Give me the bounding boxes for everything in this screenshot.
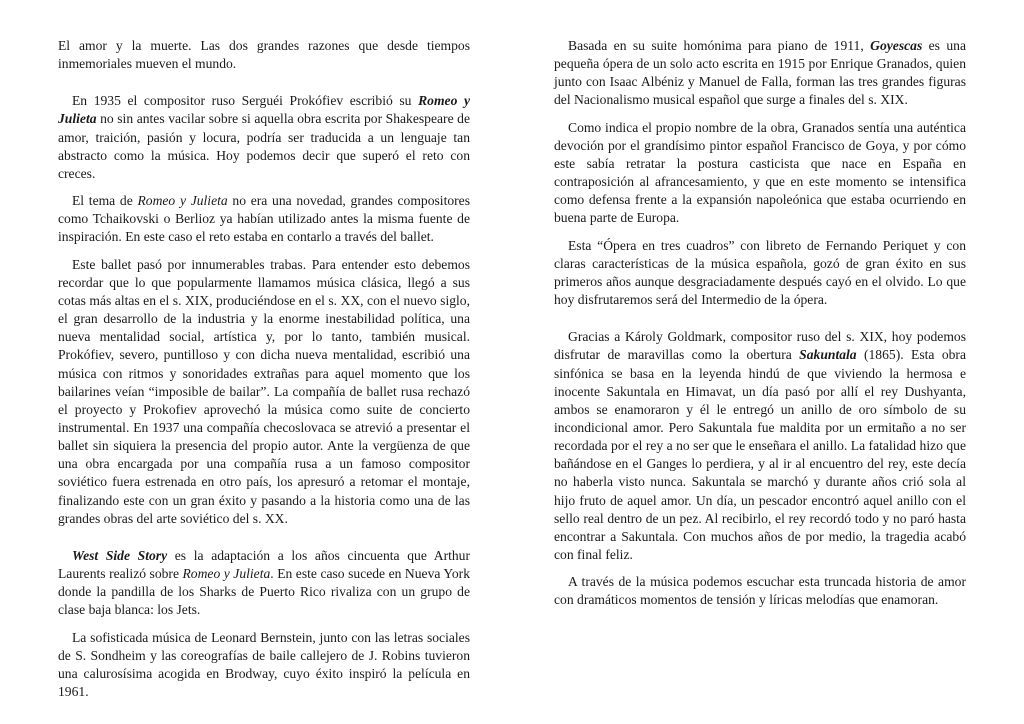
goya-text: Como indica el propio nombre de la obra, Granados sentía una auténtica devoción por el grandísimo pintor español Francisco de Goya, y por cómo este sabía retratar la postura casticista que nace en España en contraposición al afrancesamiento, y que en este momento se intensifica como defensa frente a la expansión napoleónica que estaba ocurriendo en buena parte de Europa. xyxy=(554,119,966,226)
ballet-paragraph xyxy=(58,256,470,528)
sakuntala-title: Sakuntala xyxy=(799,347,857,363)
goyescas-text-c: es una pequeña ópera de un solo acto escrita en 1915 por Enrique Granados, quien junto con Isaac Albéniz y Manuel de Falla, forman las tres grandes figuras del Nacionalismo musical español que surge a finales del s. XIX. xyxy=(554,38,966,108)
opera-paragraph xyxy=(554,237,966,310)
bernstein-text: La sofisticada música de Leonard Bernstein, junto con las letras sociales de S. Sondheim y las coreografías de baile callejero de J. Robins tuvieron una calurosísima acogida en Brodway, cuyo éxito inspiró la película en 1961. xyxy=(58,629,470,699)
sakuntala-text-c: (1865). Esta obra sinfónica se basa en la leyenda hindú de que viviendo la hermosa e inocente Sakuntala en Himavat, un día pasó por allí el rey Dushyanta, ambos se enamoraron y él le entregó un anillo de oro símbolo de su incondicional amor. Pero Sakuntala fue maldita por un ermitaño a no ser recordada por el rey a no ser que le enseñara el anillo. La fatalidad hizo que bañándose en el Ganges lo perdiera, y al ir al encuentro del rey, este decía no haberla visto nunca. Sakuntala se marchó y durante años crió sola al hijo fruto de aquel amor. Un día, un pescador encontró aquel anillo con el sello real dentro de un pez. Al recibirlo, el rey recordó todo y no paró hasta encontrar a Sakuntala. Con muchos años de por medio, la tragedia acabó con final feliz. xyxy=(554,347,966,563)
tema-text-c: no era una novedad, grandes compositores como Tchaikovski o Berlioz ya habían utilizado antes la misma fuente de inspiración. En este caso el reto estaba en contarlo a través del ballet. xyxy=(58,193,470,245)
closing-paragraph xyxy=(554,573,966,609)
west-side-paragraph xyxy=(58,547,470,620)
west-side-text-b: es la adaptación a los años cincuenta que Arthur Laurents realizó sobre xyxy=(58,547,470,582)
goyescas-text-a: Basada en su suite homónima para piano de 1911, xyxy=(568,38,871,53)
intro-text: El amor y la muerte. Las dos grandes razones que desde tiempos inmemoriales mueven el mundo. xyxy=(58,38,470,72)
closing-text: A través de la música podemos escuchar esta truncada historia de amor con dramáticos momentos de tensión y líricas melodías que enamoran. xyxy=(554,574,966,608)
tema-paragraph xyxy=(58,192,470,246)
west-side-story-title: West Side Story xyxy=(72,547,168,563)
romeo-julieta-title: Romeo y Julieta xyxy=(58,93,470,127)
goyescas-paragraph xyxy=(554,37,966,110)
opera-text: Esta “Ópera en tres cuadros” con libreto de Fernando Periquet y con claras características de la música española, gozó de gran éxito en sus primeros años aunque desgraciadamente después cayó en el olvido. Lo que hoy disfrutaremos será del Intermedio de la ópera. xyxy=(554,237,966,308)
ballet-text: Este ballet pasó por innumerables trabas. Para entender esto debemos recordar que lo que popularmente llamamos música clásica, llegó a sus cotas más altas en el s. XIX, produciéndose en el s. XX, con el nuevo siglo, el gran desarrollo de la industria y la enorme inestabilidad política, una nueva mentalidad social, artística y, por lo tanto, también musical. Prokófiev, severo, puntilloso y con dicha nueva mentalidad, escribió una música con ritmos y sonoridades extrañas para aquel momento que los bailarines veían “imposible de bailar”. La compañía de ballet rusa rechazó el proyecto y Prokofiev aprovechó la música como suite de concierto instrumental. En 1937 una compañía checoslovaca se atrevió a presentar el ballet sin siquiera la presencia del propio autor. Ante la vergüenza de que una obra encargada por una compañía rusa a un famoso compositor soviético fuera estrenada en otro país, los apresuró a retomar el montaje, finalizando este con un gran éxito y pasando a la historia como una de las grandes obras del arte soviético del s. XX. xyxy=(58,256,470,526)
goyescas-title: Goyescas xyxy=(870,38,923,53)
romeo-julieta-italic: Romeo y Julieta xyxy=(137,193,228,209)
romeo-julieta-italic-2: Romeo y Julieta xyxy=(182,566,271,582)
tema-text-a: El tema de xyxy=(72,193,138,209)
sakuntala-text-a: Gracias a Károly Goldmark, compositor ruso del s. XIX, hoy podemos disfrutar de maravillas como la obertura xyxy=(554,329,966,363)
intro-paragraph xyxy=(58,37,470,73)
west-side-text-d: . En este caso sucede en Nueva York donde la pandilla de los Sharks de Puerto Rico rivaliza con un grupo de clase baja blanca: los Jets. xyxy=(58,566,470,618)
right-page-column xyxy=(554,37,966,610)
prokofiev-paragraph xyxy=(58,92,470,183)
bernstein-paragraph xyxy=(58,629,470,702)
sakuntala-paragraph xyxy=(554,328,966,564)
left-page-column xyxy=(58,37,470,701)
prokofiev-text-a: En 1935 el compositor ruso Serguéi Prokófiev escribió su xyxy=(72,93,419,109)
goya-paragraph xyxy=(554,119,966,228)
prokofiev-text-c: no sin antes vacilar sobre si aquella obra escrita por Shakespeare de amor, traición, pasión y locura, podría ser traducida a un lenguaje tan abstracto como la música. Hoy podemos decir que superó el reto con creces. xyxy=(58,111,470,181)
